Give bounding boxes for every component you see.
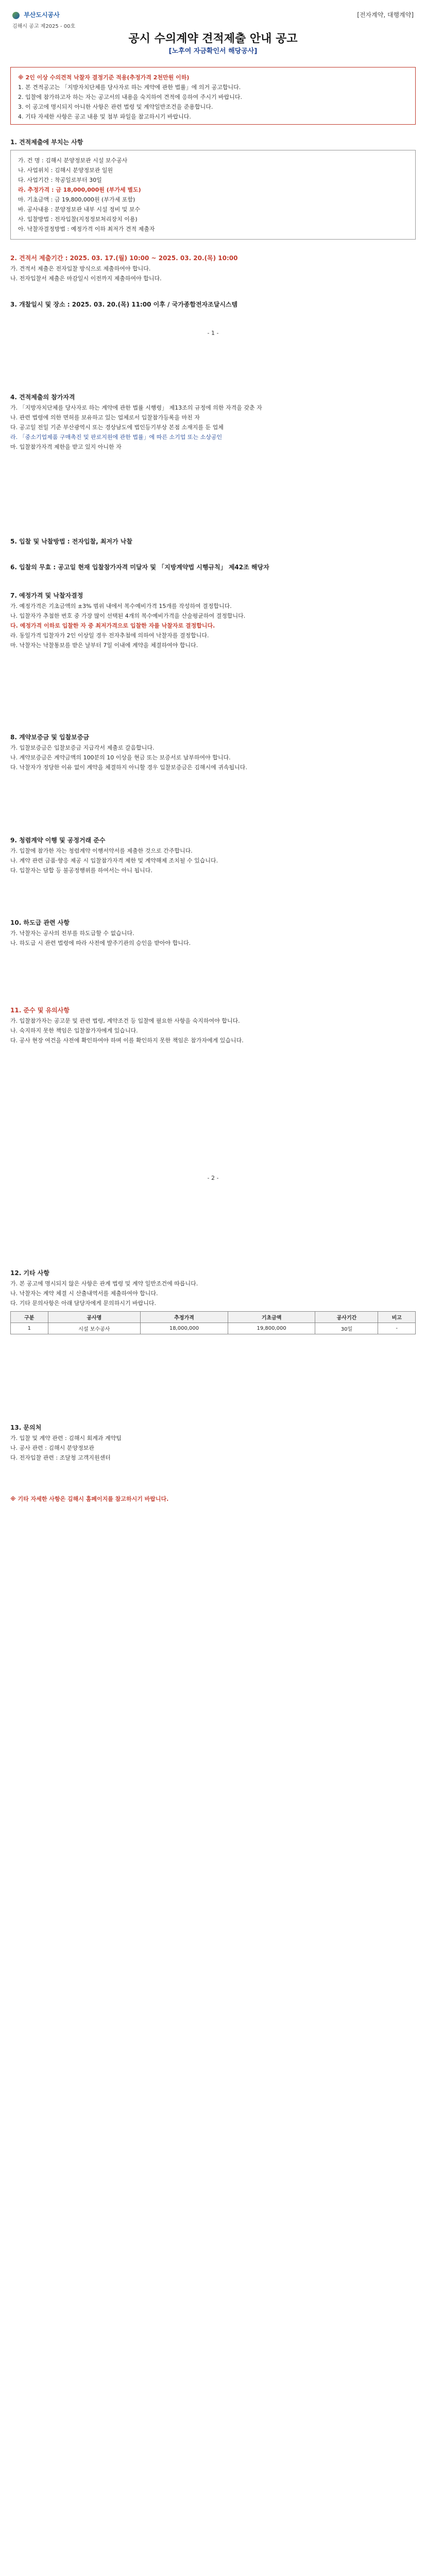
page-separator: - 1 - [207, 330, 219, 336]
section-line: 가. 입찰보증금은 입찰보증금 지급각서 제출로 갈음합니다. [10, 744, 155, 751]
section-1 [10, 137, 416, 240]
summary-table [10, 1311, 416, 1334]
section-13 [10, 1422, 416, 1463]
table-cell: - [378, 1323, 416, 1334]
section-heading: 6. 입찰의 무효 : 공고일 현재 입찰참가자격 미달자 및 「지방계약법 시행규칙」 제42조 해당자 [10, 564, 269, 571]
section-6 [10, 562, 416, 573]
section-heading: 8. 계약보증금 및 입찰보증금 [10, 734, 89, 741]
notice-title: 공시 수의계약 견적제출 안내 공고 [128, 32, 298, 45]
section-11 [10, 1005, 416, 1045]
section-heading: 2. 견적서 제출기간 : 2025. 03. 17.(월) 10:00 ~ 2025. 03. 20.(목) 10:00 [10, 255, 238, 262]
section-line: 가. 「지방자치단체를 당사자로 하는 계약에 관한 법률 시행령」 제13조의 규정에 의한 자격을 갖춘 자 [10, 404, 262, 411]
section-line: 다. 기타 문의사항은 아래 담당자에게 문의하시기 바랍니다. [10, 1300, 156, 1307]
section-line: 라. 「중소기업제품 구매촉진 및 판로지원에 관한 법률」에 따른 소기업 또는 소상공인 [10, 434, 223, 440]
table-cell: 30일 [315, 1323, 378, 1334]
table-cell: 시설 보수공사 [48, 1323, 141, 1334]
section-9 [10, 835, 416, 875]
section-1-box [10, 150, 416, 240]
section-line: 가. 건 명 : 김해시 분양정보관 시설 보수공사 [18, 157, 128, 164]
table-header: 구분 [11, 1312, 48, 1323]
table-cell: 1 [11, 1323, 48, 1334]
section-line: 라. 동일가격 입찰자가 2인 이상일 경우 전자추첨에 의하여 낙찰자를 결정합니다. [10, 632, 209, 639]
section-2 [10, 252, 416, 283]
section-heading: 9. 청렴계약 이행 및 공정거래 준수 [10, 837, 106, 844]
section-line: 라. 추정가격 : 금 18,000,000원 (부가세 별도) [18, 187, 141, 193]
section-line: 마. 낙찰자는 낙찰통보를 받은 날부터 7일 이내에 계약을 체결하여야 합니다. [10, 642, 198, 649]
section-heading: 7. 예정가격 및 낙찰자결정 [10, 592, 83, 599]
section-line: 다. 공사 현장 여건을 사전에 확인하여야 하며 이를 확인하지 못한 책임은 참가자에게 있습니다. [10, 1037, 244, 1044]
section-heading: 12. 기타 사항 [10, 1269, 49, 1277]
section-line: 아. 낙찰자결정방법 : 예정가격 이하 최저가 견적 제출자 [18, 226, 155, 232]
section-3 [10, 299, 416, 310]
section-line: 나. 공사 관련 : 김해시 분양정보관 [10, 1445, 94, 1451]
section-line: 다. 입찰자는 담합 등 불공정행위를 하여서는 아니 됩니다. [10, 867, 152, 874]
section-line: 다. 전자입찰 관련 : 조달청 고객지원센터 [10, 1454, 111, 1461]
section-line: 다. 사업기간 : 착공일로부터 30일 [18, 177, 102, 183]
section-line: 나. 전자입찰서 제출은 마감일시 이전까지 제출하여야 합니다. [10, 275, 162, 282]
footer-note [10, 1494, 416, 1504]
footer-note-text: ※ 기타 자세한 사항은 김해시 홈페이지를 참고하시기 바랍니다. [10, 1496, 169, 1502]
section-line: 가. 입찰참가자는 공고문 및 관련 법령, 계약조건 등 입찰에 필요한 사항을 숙지하여야 합니다. [10, 1018, 240, 1024]
section-line: 나. 숙지하지 못한 책임은 입찰참가자에게 있습니다. [10, 1027, 138, 1034]
table-header-row [11, 1312, 416, 1323]
intro-line: 2. 입찰에 참가하고자 하는 자는 공고서의 내용을 숙지하여 견적에 응하여 주시기 바랍니다. [18, 94, 242, 100]
section-line: 사. 입찰방법 : 전자입찰(지정정보처리장치 이용) [18, 216, 138, 223]
section-5 [10, 536, 416, 547]
section-heading: 11. 준수 및 유의사항 [10, 1007, 70, 1014]
section-heading: 4. 견적제출의 참가자격 [10, 394, 75, 401]
table-cell: 19,800,000 [228, 1323, 315, 1334]
table-row [11, 1323, 416, 1334]
table-header: 공사기간 [315, 1312, 378, 1323]
section-7 [10, 590, 416, 650]
section-line: 나. 하도급 시 관련 법령에 따라 사전에 발주기관의 승인을 받아야 합니다. [10, 940, 191, 946]
table-cell: 18,000,000 [141, 1323, 228, 1334]
section-line: 나. 입찰자가 추첨한 번호 중 가장 많이 선택된 4개의 복수예비가격을 산술평균하여 결정합니다. [10, 613, 246, 619]
org-logo-icon [12, 12, 20, 19]
section-line: 가. 입찰에 참가한 자는 청렴계약 이행서약서를 제출한 것으로 간주합니다. [10, 848, 193, 854]
notice-subtitle: [노후여 자금확인서 해당공사] [168, 47, 258, 55]
notice-header [0, 0, 426, 57]
intro-line: 3. 이 공고에 명시되지 아니한 사항은 관련 법령 및 계약일반조건을 준용합니다. [18, 104, 213, 110]
section-line: 가. 본 공고에 명시되지 않은 사항은 관계 법령 및 계약 일반조건에 따릅니다. [10, 1280, 198, 1287]
section-heading: 3. 개찰일시 및 장소 : 2025. 03. 20.(목) 11:00 이후 / 국가종합전자조달시스템 [10, 301, 238, 308]
section-line: 가. 예정가격은 기초금액의 ±3% 범위 내에서 복수예비가격 15개를 작성하여 결정합니다. [10, 603, 232, 609]
intro-line: 1. 본 견적공고는 「지방자치단체를 당사자로 하는 계약에 관한 법률」에 의거 공고합니다. [18, 84, 241, 91]
section-line: 가. 입찰 및 계약 관련 : 김해시 회계과 계약팀 [10, 1435, 122, 1442]
section-line: 마. 입찰참가자격 제한을 받고 있지 아니한 자 [10, 444, 122, 450]
section-line: 바. 공사내용 : 분양정보관 내부 시설 정비 및 보수 [18, 206, 141, 213]
table-header: 비고 [378, 1312, 416, 1323]
section-line: 나. 사업위치 : 김해시 분양정보관 일원 [18, 167, 113, 174]
section-line: 나. 계약 관련 금품·향응 제공 시 입찰참가자격 제한 및 계약해제 조치될 수 있습니다. [10, 857, 218, 864]
section-line: 나. 낙찰자는 계약 체결 시 산출내역서를 제출하여야 합니다. [10, 1290, 158, 1297]
section-4 [10, 392, 416, 452]
section-line: 가. 견적서 제출은 전자입찰 방식으로 제출하여야 합니다. [10, 265, 151, 272]
contract-type-tag: [전자계약, 대행계약] [357, 11, 414, 19]
intro-box [10, 67, 416, 125]
section-line: 나. 계약보증금은 계약금액의 100분의 10 이상을 현금 또는 보증서로 납부하여야 합니다. [10, 754, 231, 761]
org-logo-text: 부산도시공사 [24, 11, 60, 19]
table-header: 공사명 [48, 1312, 141, 1323]
section-line: 마. 기초금액 : 금 19,800,000원 (부가세 포함) [18, 196, 135, 203]
section-heading: 1. 견적제출에 부치는 사항 [10, 139, 83, 146]
section-12 [10, 1267, 416, 1334]
table-header: 추정가격 [141, 1312, 228, 1323]
notice-reference: 김해시 공고 제2025 - 00호 [12, 24, 76, 29]
section-line: 다. 공고일 전일 기준 부산광역시 또는 경상남도에 법인등기부상 본점 소재지를 둔 업체 [10, 424, 224, 431]
section-10 [10, 917, 416, 948]
intro-line: 4. 기타 자세한 사항은 공고 내용 및 첨부 파일을 참고하시기 바랍니다. [18, 113, 191, 120]
table-header: 기초금액 [228, 1312, 315, 1323]
section-line: 다. 예정가격 이하로 입찰한 자 중 최저가격으로 입찰한 자를 낙찰자로 결정합니다. [10, 622, 215, 629]
section-line: 나. 관련 법령에 의한 면허를 보유하고 있는 업체로서 입찰참가등록을 마친 자 [10, 414, 200, 421]
page-separator: - 2 - [207, 1175, 219, 1181]
section-heading: 5. 입찰 및 낙찰방법 : 전자입찰, 최저가 낙찰 [10, 538, 132, 545]
section-8 [10, 732, 416, 772]
section-line: 다. 낙찰자가 정당한 이유 없이 계약을 체결하지 아니할 경우 입찰보증금은 김해시에 귀속됩니다. [10, 764, 247, 771]
section-heading: 13. 문의처 [10, 1424, 42, 1431]
section-line: 가. 낙찰자는 공사의 전부를 하도급할 수 없습니다. [10, 930, 134, 937]
section-heading: 10. 하도급 관련 사항 [10, 919, 70, 926]
org-logo [12, 10, 60, 19]
intro-line: ※ 2인 이상 수의견적 낙찰자 결정기준 적용(추정가격 2천만원 이하) [18, 74, 190, 81]
